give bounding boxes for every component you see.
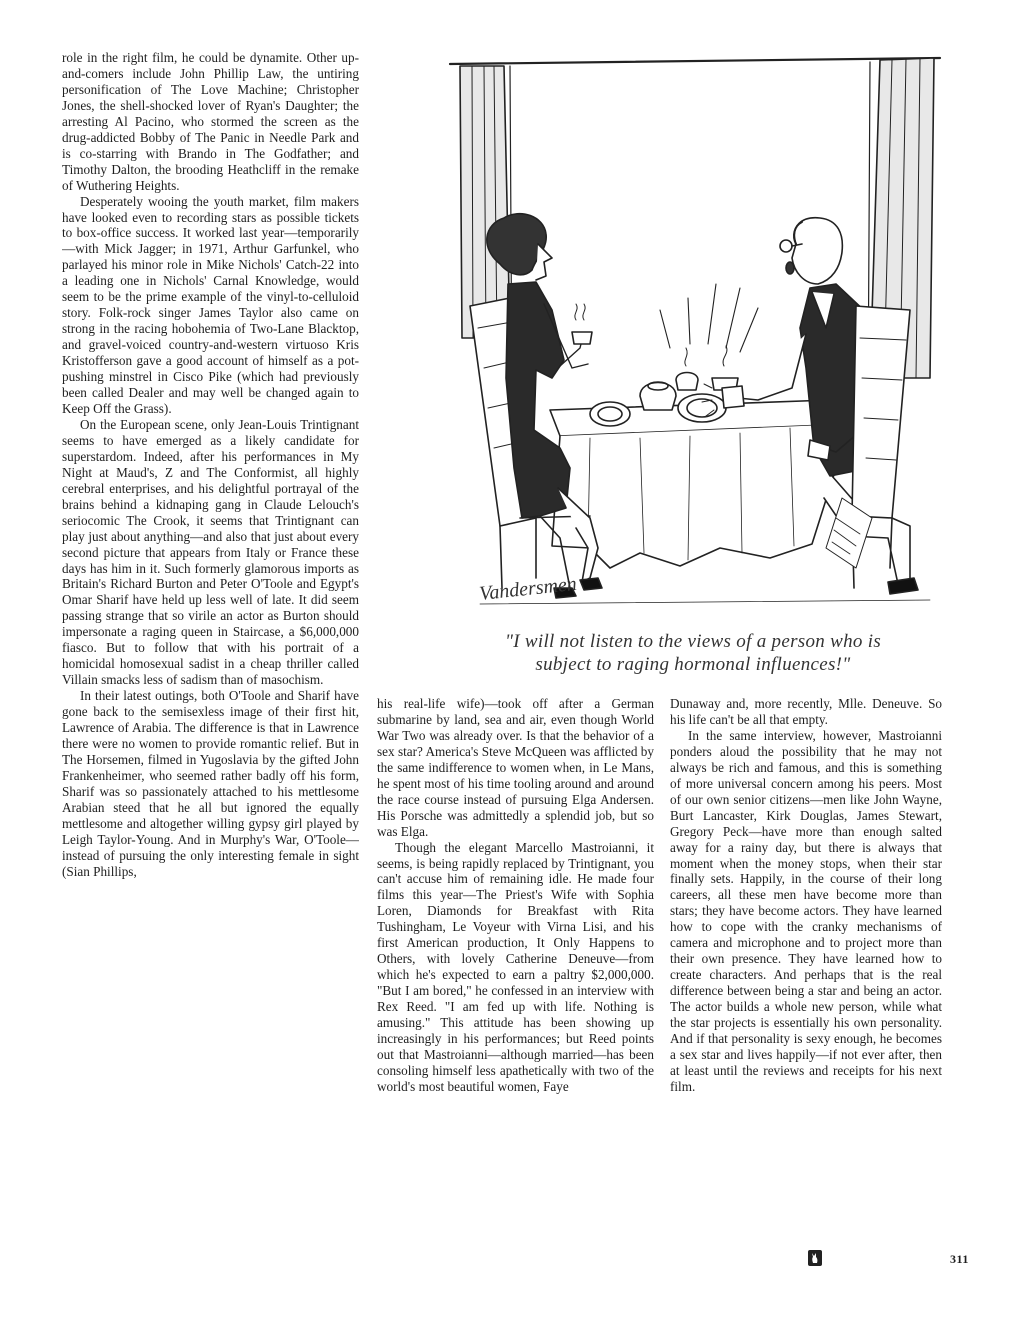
page-number: 311 <box>950 1252 969 1266</box>
caption-line: subject to raging hormonal influences!" <box>535 654 851 675</box>
cartoon-caption <box>398 630 988 676</box>
paragraph: In the same interview, however, Mastroianni ponders aloud the possibility that he may not always be rich and famous, and this is something of more universal concern among his peers. Most of our own senior citizens—men like John Wayne, Burt Lancaster, Kirk Douglas, James Stewart, Gregory Peck—have more than enough salted away for a rainy day, but there is always that moment when the money stops, when their star finally sets. Happily, in the course of their long careers, all these men have become more than stars; they have become actors. They have learned how to cope with the cranky mechanisms of camera and microphone and to project more than their own presence. They have learned how to create characters. And perhaps that is the real difference between being a star and being an actor. The actor builds a whole new person, while what the star projects is essentially his own personality. And if that personality is sexy enough, he becomes a sex star and lives happily—if not ever after, then at least until the reviews and receipts for his next film. <box>670 727 942 1094</box>
rabbit-head-logo-icon <box>808 1250 822 1266</box>
paragraph: On the European scene, only Jean-Louis Trintignant seems to have emerged as a likely candidate for superstardom. Indeed, after his performances in My Night at Maud's, Z and The Conformist, all highly cerebral enterprises, and his delightful portrayal of the brains behind a kidnaping gang in Claude Lelouch's seriocomic The Crook, it seems that Trintignant can play just about anything—and also that just about every second picture that appears from Italy or France these days has him in it. Such formerly glamorous imports as Britain's Richard Burton and Peter O'Toole and Egypt's Omar Sharif have held up less well of late. It did seem passing strange that so virile an actor as Burton should impersonate a raging queen in Staircase, a $6,000,000 fiasco. But to follow that with his portrait of a homicidal homosexual sadist in a cheap thriller called Villain smacks less of sadism than of masochism. <box>62 416 359 688</box>
article-column-2 <box>377 696 654 1276</box>
caption-line: "I will not listen to the views of a person who is <box>504 631 882 652</box>
cartoon-illustration <box>440 48 954 614</box>
paragraph: In their latest outings, both O'Toole and Sharif have gone back to the semisexless image of their first hit, Lawrence of Arabia. The difference is that in Lawrence there were no women to provide romantic relief. But in The Horsemen, filmed in Yugoslavia by the gifted John Frankenheimer, who seemed rather badly off his form, Sharif was so passionately attached to his mettlesome Arabian steed that he all but ignored the equally mettlesome and altogether willing gypsy girl played by Leigh Taylor-Young. And in Murphy's War, O'Toole—instead of pursuing the only interesting female in sight (Sian Phillips, <box>62 688 359 879</box>
paragraph: Dunaway and, more recently, Mlle. Deneuve. So his life can't be all that empty. <box>670 696 942 727</box>
paragraph: role in the right film, he could be dynamite. Other up-and-comers include John Phillip Law, the untiring personification of The Love Machine; Christopher Jones, the shell-shocked lover of Ryan's Daughter; the arresting Al Pacino, who stormed the screen as the drug-addicted Bobby of The Panic in Needle Park and is co-starring with Brando in The Godfather; and Timothy Dalton, the brooding Heathcliff in the remake of Wuthering Heights. <box>62 50 359 193</box>
article-column-1 <box>62 50 359 1270</box>
paragraph: Desperately wooing the youth market, film makers have looked even to recording stars as possible tickets to box-office success. It worked last year—temporarily—with Mick Jagger; in 1971, Arthur Garfunkel, who parlayed his minor role in Mike Nichols' Catch-22 into a leading one in Nichols' Carnal Knowledge, would seem to be the prime example of the vinyl-to-celluloid story. Folk-rock singer James Taylor also came on strong in the racing hobohemia of Two-Lane Blacktop, and gravel-voiced country-and-western virtuoso Kris Kristofferson gave a good account of himself as a pot-pushing minstrel in Cisco Pike (which had previously been called Dealer and may well be changed again to Keep Off the Grass). <box>62 193 359 416</box>
article-column-3 <box>670 696 942 1256</box>
cartoon-signature: Vandersmen <box>478 572 578 605</box>
paragraph: his real-life wife)—took off after a German submarine by land, sea and air, even though World War Two was already over. Is that the behavior of a sex star? America's Steve McQueen was afflicted by the same indifference to women when, in Le Mans, he spent most of his time tooling around and around the race course instead of pursuing Elga Andersen. His Porsche was admittedly a splendid job, but so was Elga. <box>377 696 654 839</box>
paragraph: Though the elegant Marcello Mastroianni, it seems, is being rapidly replaced by Trintignant, you can't accuse him of remaining idle. He made four films this year—The Priest's Wife with Sophia Loren, Diamonds for Breakfast with Rita Tushingham, Le Voyeur with Virna Lisi, and his first American production, It Only Happens to Others, with lovely Catherine Deneuve—from which he's expected to earn a paltry $2,000,000. "But I am bored," he confessed in an interview with Rex Reed. "I am fed up with life. Nothing is amusing." This attitude has been showing up increasingly in his performances; but Reed points out that Mastroianni—although married—has been consoling himself less apathetically with two of the world's most beautiful women, Faye <box>377 839 654 1094</box>
